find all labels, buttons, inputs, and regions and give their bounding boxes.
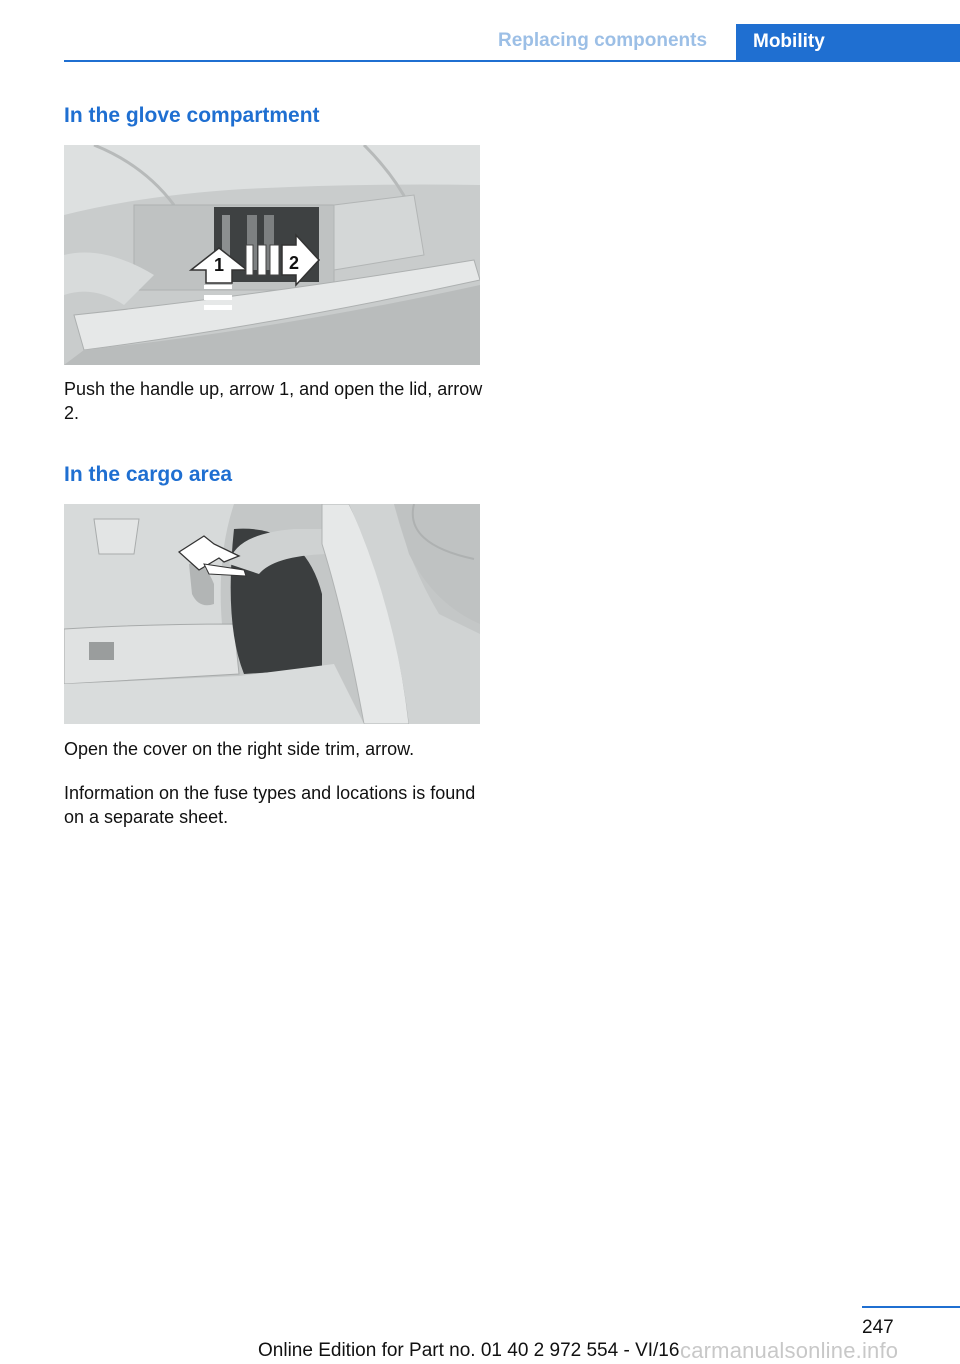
figure-label-2: 2 (289, 253, 300, 273)
glove-compartment-illustration (64, 145, 480, 365)
cargo-area-instruction: Open the cover on the right side trim, arrow. (64, 739, 415, 759)
watermark: carmanualsonline.info (680, 1338, 899, 1363)
cargo-area-illustration (64, 504, 480, 724)
fuse-information-note: Information on the fuse types and locations is found on a separate sheet. (64, 783, 476, 827)
header-chapter-label: Mobility (753, 31, 825, 52)
footer-rule (862, 1306, 960, 1308)
figure-label-1: 1 (214, 255, 225, 275)
header-chapter-tab (736, 24, 960, 62)
glove-compartment-instruction: Push the handle up, arrow 1, and open the lid, arrow 2. (64, 379, 483, 423)
section-heading-cargo-area: In the cargo area (64, 463, 233, 486)
section-heading-glove-compartment: In the glove compartment (64, 104, 320, 127)
edition-note: Online Edition for Part no. 01 40 2 972 554 - VI/16 (258, 1340, 680, 1361)
page-number: 247 (862, 1317, 894, 1338)
header-section-title: Replacing components (498, 30, 708, 51)
